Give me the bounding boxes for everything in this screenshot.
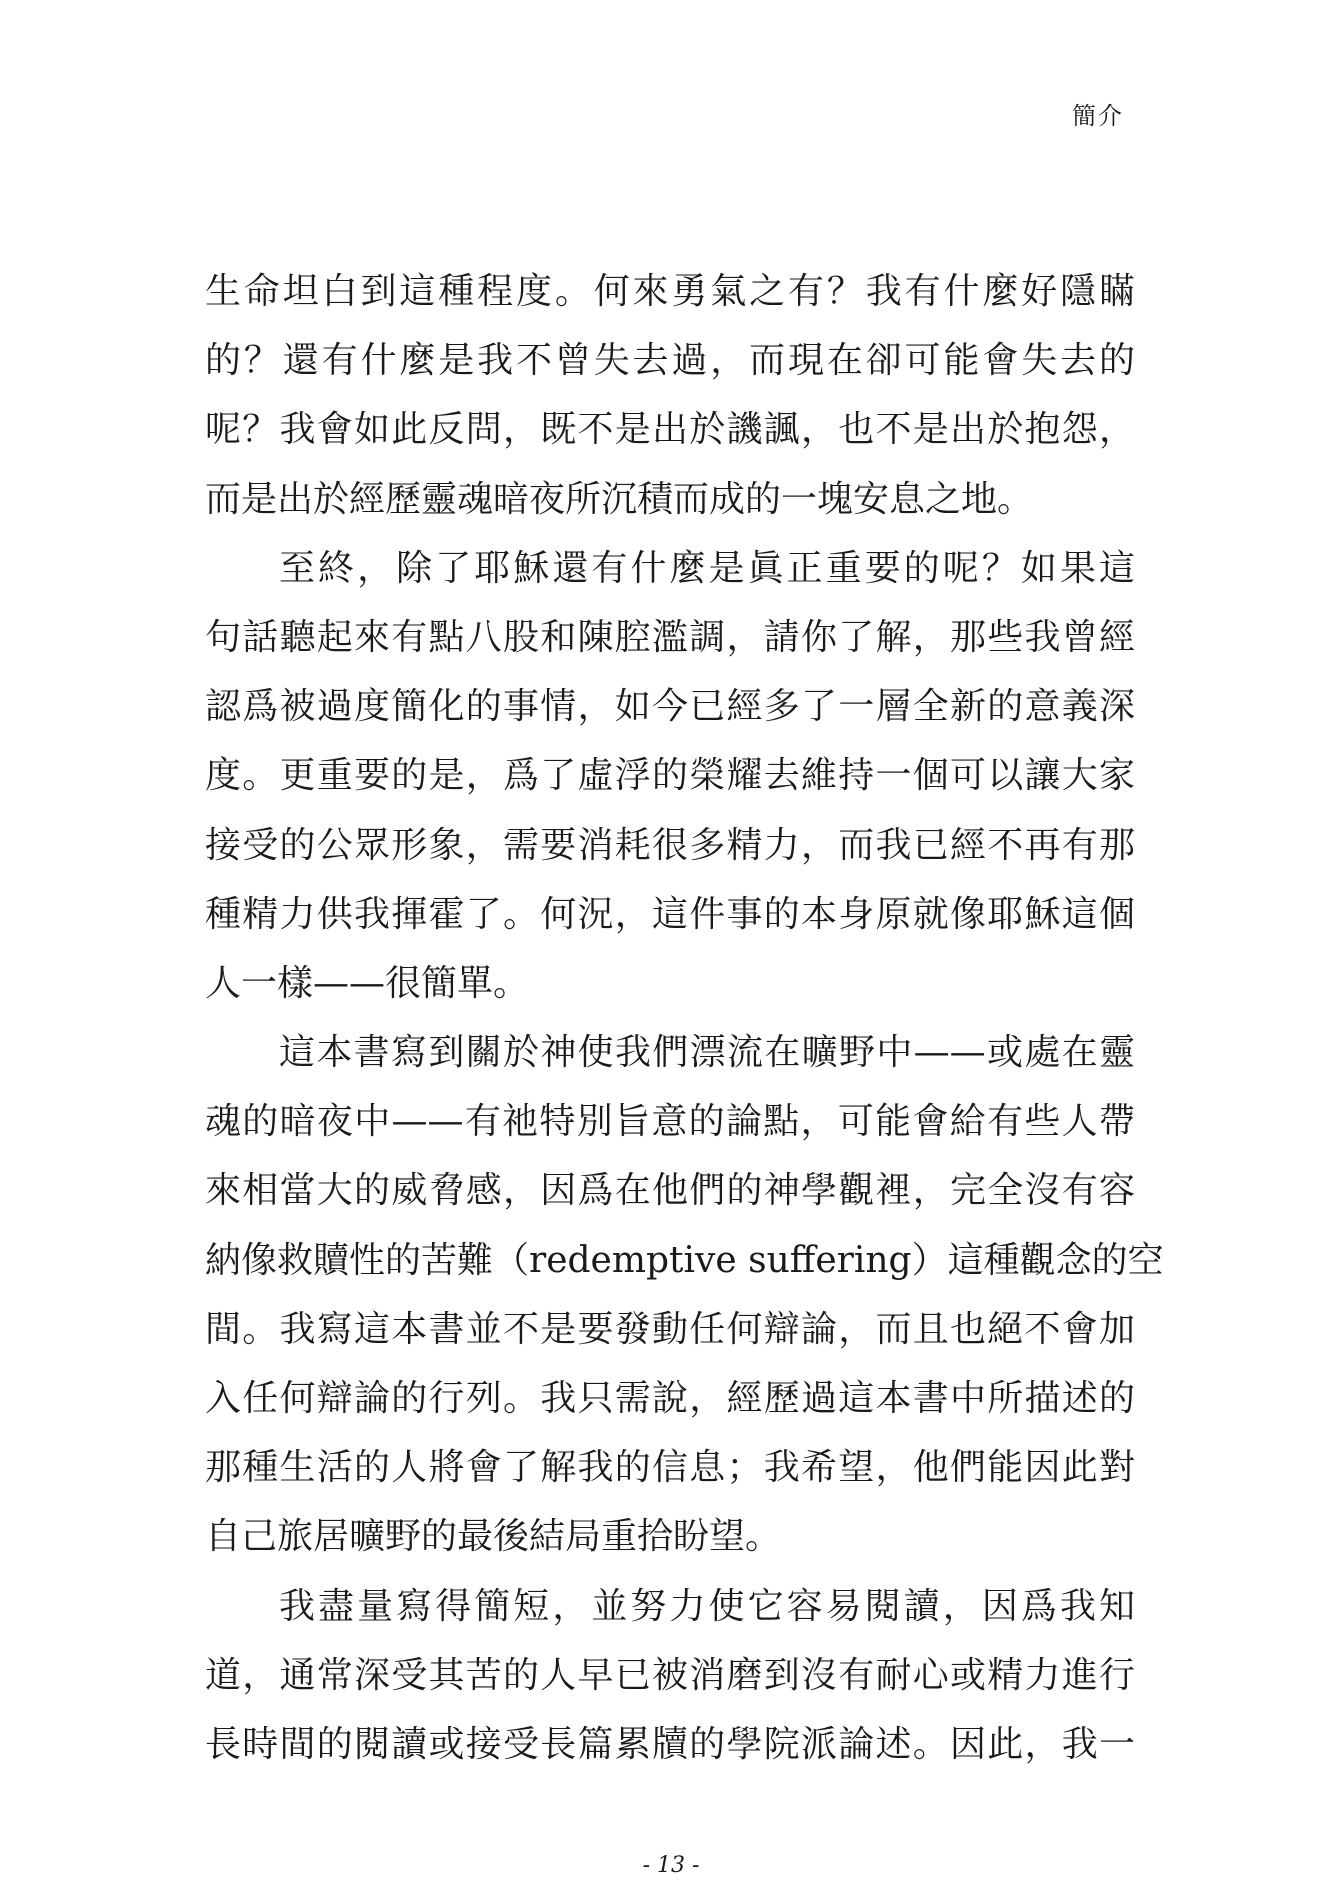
paragraph-3: [205, 1018, 1164, 1572]
text-line: 這本書寫到關於神使我們漂流在曠野中——或處在靈: [279, 1032, 1135, 1074]
text-line: 人一樣——很簡單。: [205, 962, 530, 1004]
paragraph-1: [205, 257, 1135, 534]
text-line: 種精力供我揮霍了。何況，這件事的本身原就像耶穌這個: [205, 893, 1135, 935]
paragraph-2: [205, 534, 1135, 1018]
text-line: 認爲被過度簡化的事情，如今已經多了一層全新的意義深: [205, 686, 1135, 728]
text-line: 納像救贖性的苦難（redemptive suffering）這種觀念的空: [205, 1239, 1164, 1281]
text-line: 入任何辯論的行列。我只需說，經歷過這本書中所描述的: [205, 1378, 1135, 1419]
running-header: 簡介: [1072, 102, 1124, 130]
text-line: 我盡量寫得簡短，並努力使它容易閱讀，因爲我知: [279, 1585, 1135, 1627]
text-line: 的？還有什麼是我不曾失去過，而現在卻可能會失去的: [205, 340, 1135, 382]
text-line: 句話聽起來有點八股和陳腔濫調，請你了解，那些我曾經: [205, 616, 1135, 658]
text-line: 長時間的閱讀或接受長篇累牘的學院派論述。因此，我一: [205, 1723, 1135, 1765]
text-line: 來相當大的威脅感，因爲在他們的神學觀裡，完全沒有容: [205, 1170, 1135, 1212]
text-line: 而是出於經歷靈魂暗夜所沉積而成的一塊安息之地。: [205, 478, 1034, 520]
paragraph-4: [205, 1572, 1135, 1780]
text-line: 間。我寫這本書並不是要發動任何辯論，而且也絕不會加: [205, 1308, 1135, 1350]
body-text: [205, 257, 1164, 1779]
text-line: 度。更重要的是，爲了虛浮的榮耀去維持一個可以讓大家: [205, 755, 1135, 797]
page-number: - 13 -: [642, 1853, 700, 1878]
text-line: 至終，除了耶穌還有什麼是眞正重要的呢？如果這: [279, 547, 1135, 589]
text-line: 自己旅居曠野的最後結局重拾盼望。: [205, 1516, 782, 1558]
text-line: 接受的公眾形象，需要消耗很多精力，而我已經不再有那: [205, 824, 1135, 866]
text-line: 生命坦白到這種程度。何來勇氣之有？我有什麼好隱瞞: [205, 271, 1135, 312]
text-line: 魂的暗夜中——有祂特別旨意的論點，可能會給有些人帶: [205, 1101, 1135, 1143]
text-line: 那種生活的人將會了解我的信息；我希望，他們能因此對: [205, 1447, 1135, 1489]
text-line: 道，通常深受其苦的人早已被消磨到沒有耐心或精力進行: [205, 1654, 1135, 1696]
text-line: 呢？我會如此反問，既不是出於譏諷，也不是出於抱怨，: [205, 409, 1135, 451]
